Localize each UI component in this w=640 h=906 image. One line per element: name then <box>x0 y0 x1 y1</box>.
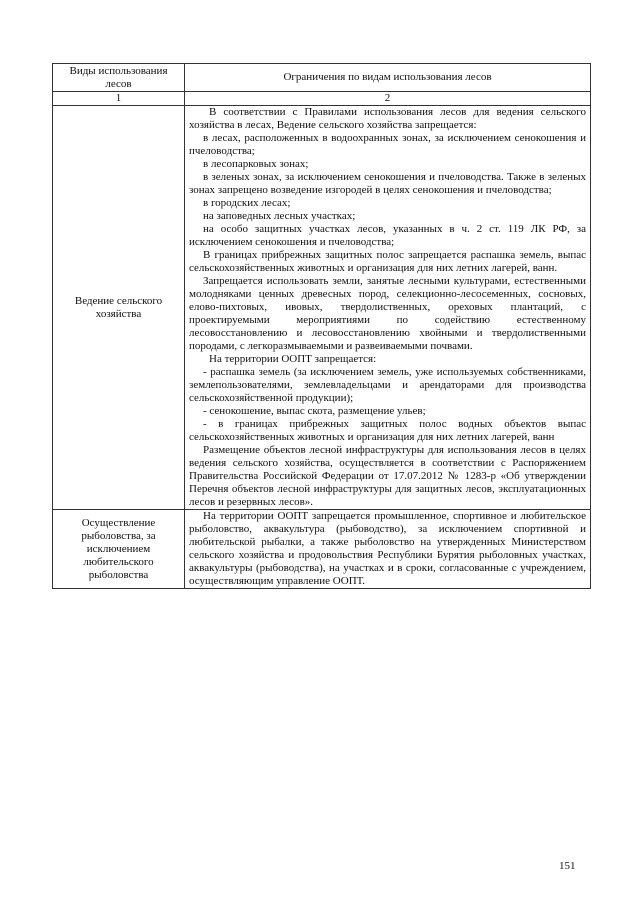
table-row-agriculture <box>53 106 591 510</box>
page-number: 151 <box>559 860 576 872</box>
paragraph: на особо защитных участках лесов, указанных в ч. 2 ст. 119 ЛК РФ, за исключением сенокошения и пчеловодства; <box>189 223 586 248</box>
use-type-agriculture: Ведение сельского хозяйства <box>53 106 185 510</box>
paragraph: На территории ООПТ запрещается: <box>209 353 377 365</box>
column-number-row <box>53 92 591 106</box>
paragraph: в зеленых зонах, за исключением сенокошения и пчеловодства. Также в зеленых зонах запрещено возведение изгородей в целях сенокошения и пчеловодства; <box>189 171 586 196</box>
restrictions-fishing <box>185 510 591 589</box>
restrictions-agriculture <box>185 106 591 510</box>
paragraph: в лесах, расположенных в водоохранных зонах, за исключением сенокошения и пчеловодства; <box>189 132 586 157</box>
paragraph: Размещение объектов лесной инфраструктуры для использования лесов в целях ведения сельского хозяйства, осуществляется в соответствии с Распоряжением Правительства Российской Федерации от 17.07.2012 № 1283-р «Об утверждении Перечня объектов лесной инфраструктуры для защитных лесов, эксплуатационных лесов и резервных лесов». <box>189 444 586 508</box>
header-restrictions: Ограничения по видам использования лесов <box>185 64 591 92</box>
paragraph: на заповедных лесных участках; <box>203 210 356 222</box>
paragraph: - распашка земель (за исключением земель, уже используемых собственниками, землепользователями, землевладельцами и арендаторами для производства сельскохозяйственной продукции); <box>189 366 586 404</box>
column-number-1: 1 <box>53 92 185 106</box>
paragraph: в городских лесах; <box>203 197 291 209</box>
restrictions-table <box>52 63 591 589</box>
paragraph: Запрещается использовать земли, занятые лесными культурами, естественными молодняками ценных древесных пород, селекционно-лесосеменных, сосновых, елово-пихтовых, ивовых, твердолиственных, ореховых плантаций, с проектируемыми мероприятиями по содействию естественному лесовосстановлению и лесовосстановлению хвойными и твердолиственными породами, с легкоразмываемыми и развеиваемыми почвами. <box>189 275 586 352</box>
paragraph: - в границах прибрежных защитных полос водных объектов выпас сельскохозяйственных животных и организация для них летних лагерей, ванн <box>189 418 586 443</box>
column-number-2: 2 <box>185 92 591 106</box>
paragraph: - сенокошение, выпас скота, размещение ульев; <box>203 405 426 417</box>
paragraph: На территории ООПТ запрещается промышленное, спортивное и любительское рыболовство, аквакультура (рыбоводство), за исключением спортивной и любительской рыбалки, а также рыболовство на утвержденных Министерством сельского хозяйства и продовольствия Республики Бурятия рыболовных участках, аквакультуры (рыбоводства), на участках и в сроки, согласованные с учреждением, осуществляющим управление ООПТ. <box>189 510 586 587</box>
use-type-fishing: Осуществление рыболовства, за исключением любительского рыболовства <box>53 510 185 589</box>
paragraph: в лесопарковых зонах; <box>203 158 309 170</box>
header-forest-use-types: Виды использования лесов <box>53 64 185 92</box>
paragraph: В границах прибрежных защитных полос запрещается распашка земель, выпас сельскохозяйственных животных и организация для них летних лагерей, ванн. <box>189 249 586 274</box>
paragraph: В соответствии с Правилами использования лесов для ведения сельского хозяйства в лесах, Ведение сельского хозяйства запрещается: <box>189 106 586 131</box>
table-header-row <box>53 64 591 92</box>
table-row-fishing <box>53 510 591 589</box>
